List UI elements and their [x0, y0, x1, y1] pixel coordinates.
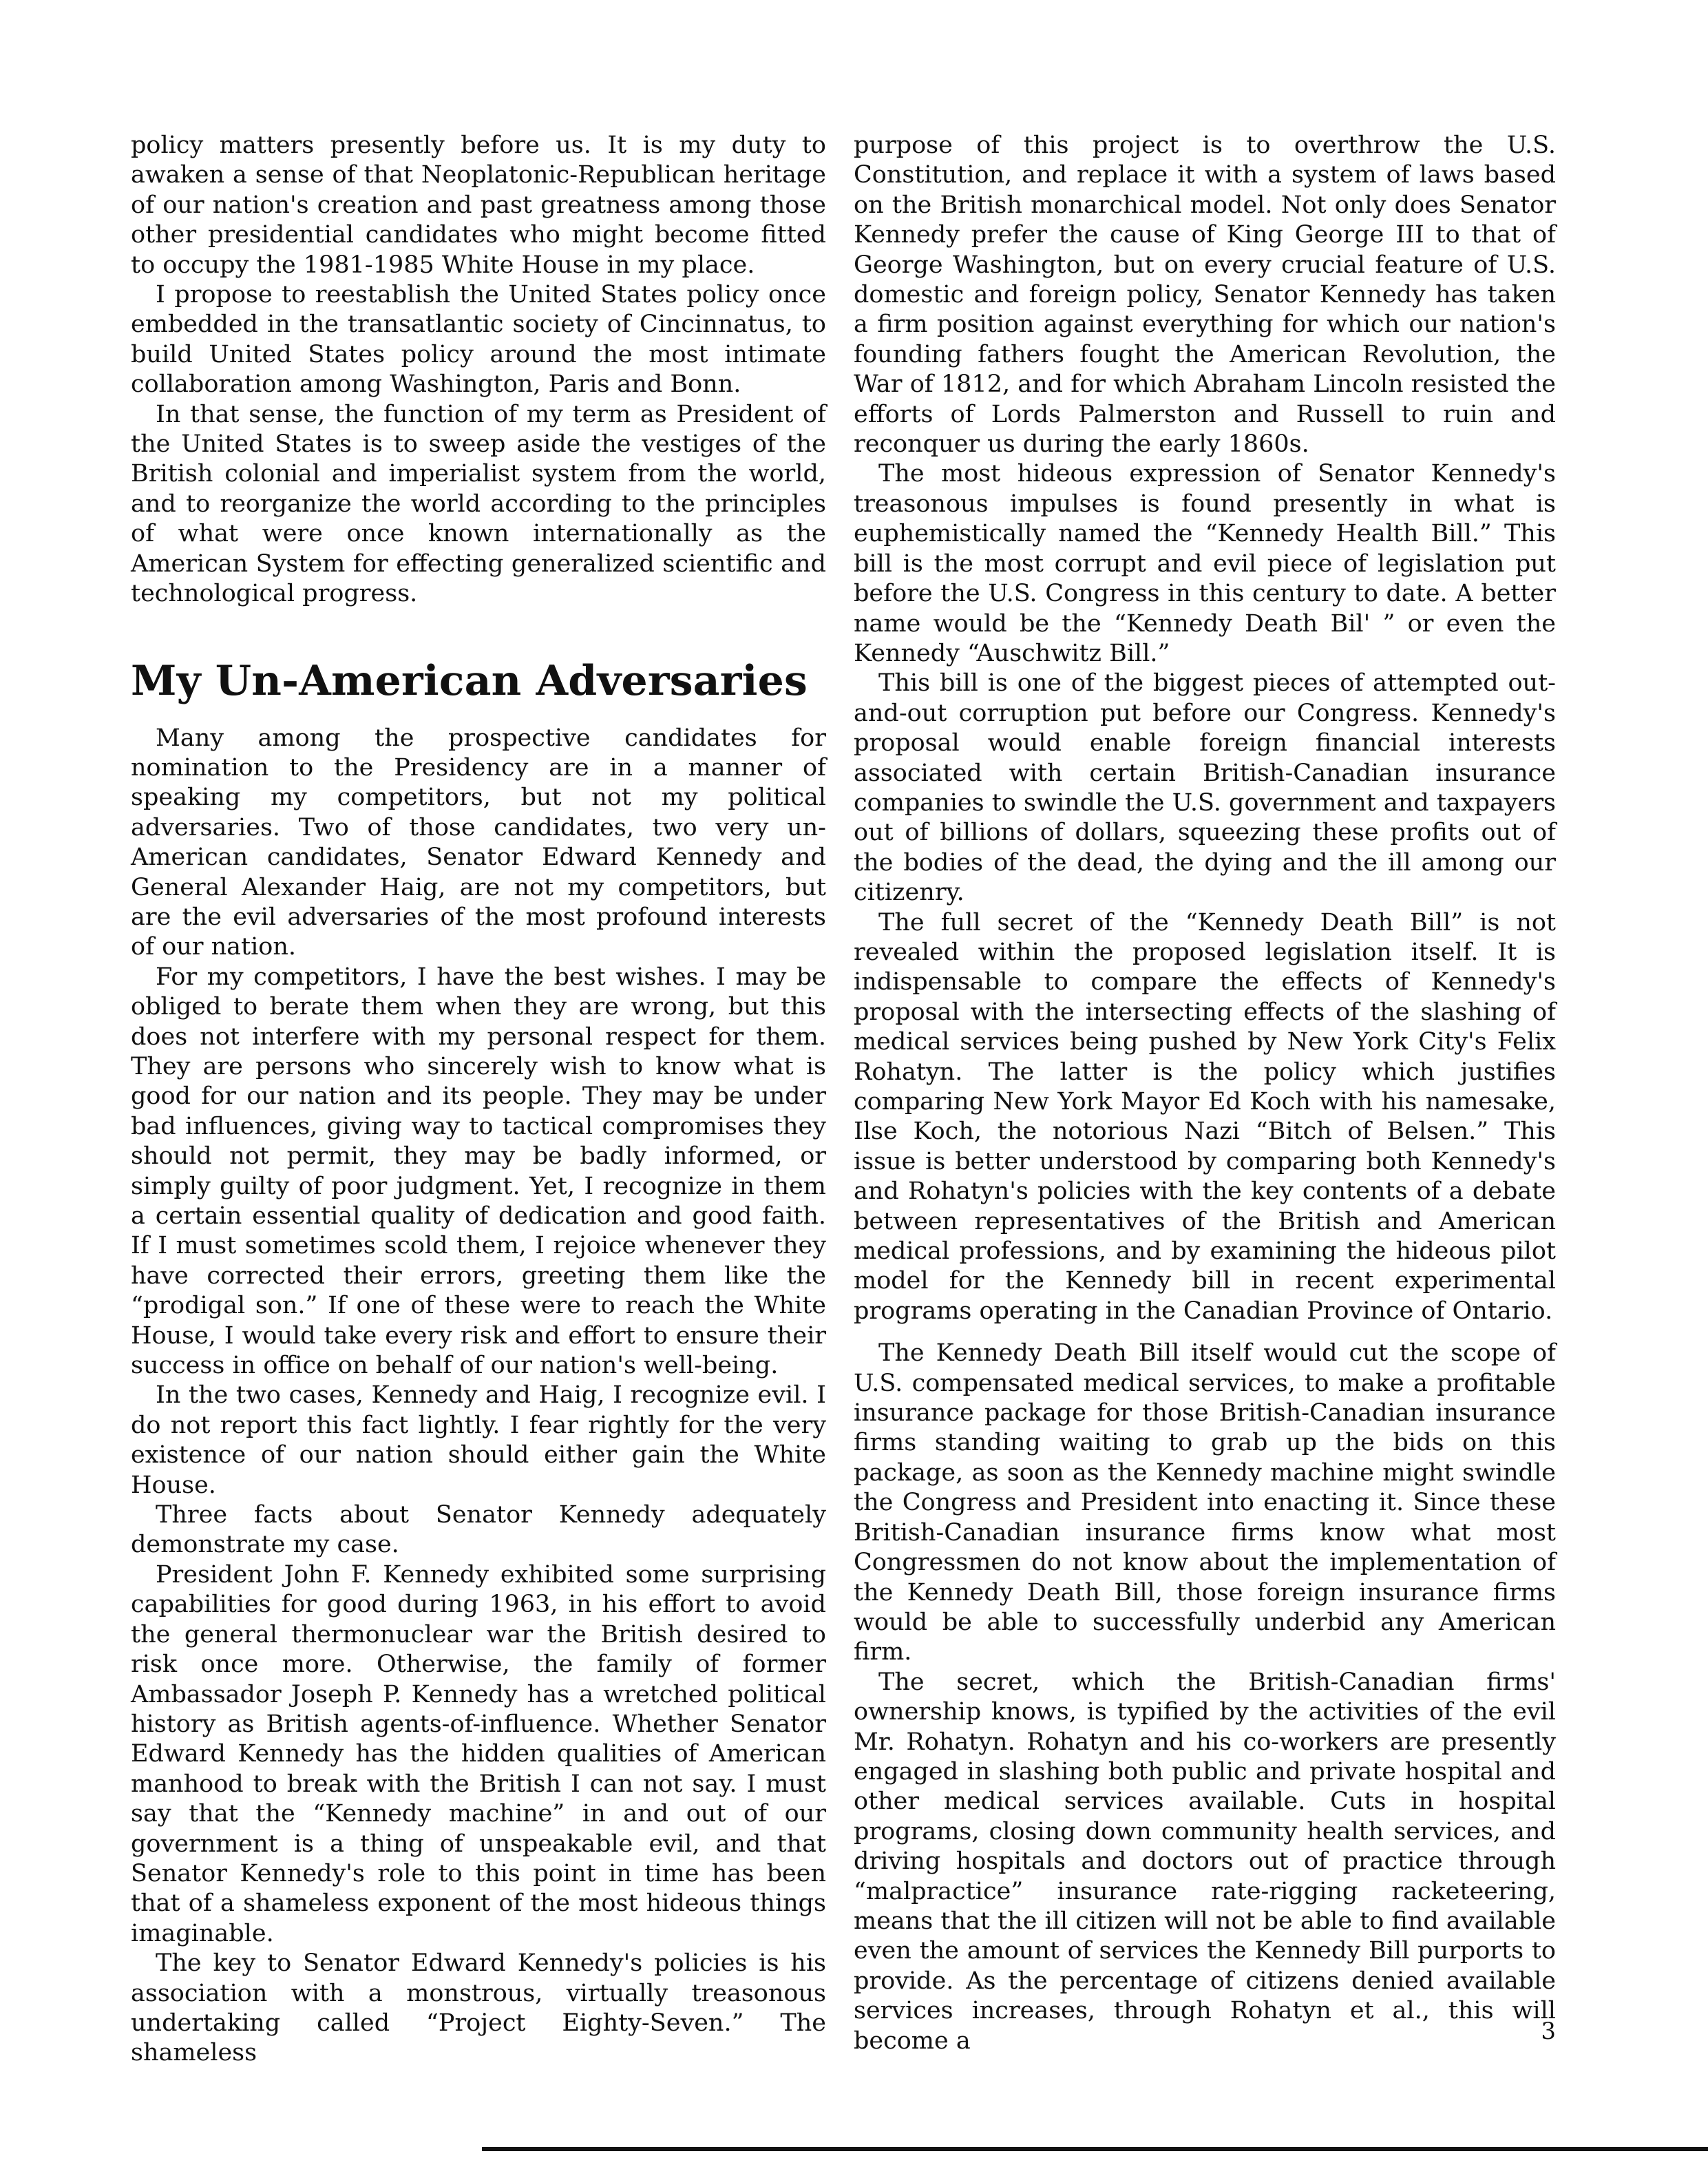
paragraph: In the two cases, Kennedy and Haig, I recognize evil. I do not report this fact lightly. I fear rightly for the very existence of our nation should either gain the White House. — [131, 1381, 826, 1499]
paragraph: This bill is one of the biggest pieces of attempted out-and-out corruption put before our Congress. Kennedy's proposal would enable foreign financial interests associated with certain British-Canadian insurance companies to swindle the U.S. government and taxpayers out of billions of dollars, squeezing these profits out of the bodies of the dead, the dying and the ill among our citizenry. — [854, 669, 1556, 907]
paragraph: Many among the prospective candidates for nomination to the Presidency are in a manner of speaking my competitors, but not my political adversaries. Two of those candidates, two very un-American candidates, Senator Edward Kennedy and General Alexander Haig, are not my competitors, but are the evil adversaries of the most profound interests of our nation. — [131, 724, 826, 961]
paragraph: purpose of this project is to overthrow the U.S. Constitution, and replace it with a system of laws based on the British monarchical model. Not only does Senator Kennedy prefer the cause of King George III to that of George Washington, but on every crucial feature of U.S. domestic and foreign policy, Senator Kennedy has taken a firm position against everything for which our nation's founding fathers fought the American Revolution, the War of 1812, and for which Abraham Lincoln resisted the efforts of Lords Palmerston and Russell to ruin and reconquer us during the early 1860s. — [854, 132, 1556, 459]
section-heading: My Un-American Adversaries — [131, 656, 808, 705]
paragraph: I propose to reestablish the United States policy once embedded in the transatlantic society of Cincinnatus, to build United States policy around the most intimate collaboration among Washington, Paris and Bonn. — [131, 281, 826, 399]
bottom-rule — [482, 2147, 1708, 2151]
paragraph: For my competitors, I have the best wishes. I may be obliged to berate them when they are wrong, but this does not interfere with my personal respect for them. They are persons who sincerely wish to know what is good for our nation and its people. They may be under bad influences, giving way to tactical compromises they should not permit, they may be badly informed, or simply guilty of poor judgment. Yet, I recognize in them a certain essential quality of dedication and good faith. If I must sometimes scold them, I rejoice whenever they have corrected their errors, greeting them like the “prodigal son.” If one of these were to reach the White House, I would take every risk and effort to ensure their success in office on behalf of our nation's well-being. — [131, 963, 826, 1380]
right-column — [854, 131, 1556, 2056]
page-number: 3 — [1541, 2018, 1556, 2045]
paragraph: President John F. Kennedy exhibited some surprising capabilities for good during 1963, in his effort to avoid the general thermonuclear war the British desired to risk once more. Otherwise, the family of former Ambassador Joseph P. Kennedy has a wretched political history as British agents-of-influence. Whether Senator Edward Kennedy has the hidden qualities of American manhood to break with the British I can not say. I must say that the “Kennedy machine” in and out of our government is a thing of unspeakable evil, and that Senator Kennedy's role to this point in time has been that of a shameless exponent of the most hideous things imaginable. — [131, 1560, 826, 1947]
paragraph: The most hideous expression of Senator Kennedy's treasonous impulses is found presently in what is euphemistically named the “Kennedy Health Bill.” This bill is the most corrupt and evil piece of legislation put before the U.S. Congress in this century to date. A better name would be the “Kennedy Death Bil' ” or even the Kennedy “Auschwitz Bill.” — [854, 460, 1556, 667]
paragraph: Three facts about Senator Kennedy adequately demonstrate my case. — [131, 1501, 826, 1559]
paragraph: policy matters presently before us. It is my duty to awaken a sense of that Neoplatonic-Republican heritage of our nation's creation and past greatness among those other presidential candidates who might become fitted to occupy the 1981-1985 White House in my place. — [131, 132, 826, 279]
paragraph: The full secret of the “Kennedy Death Bill” is not revealed within the proposed legislation itself. It is indispensable to compare the effects of Kennedy's proposal with the intersecting effects of the slashing of medical services being pushed by New York City's Felix Rohatyn. The latter is the policy which justifies comparing New York Mayor Ed Koch with his namesake, Ilse Koch, the notorious Nazi “Bitch of Belsen.” This issue is better understood by comparing both Kennedy's and Rohatyn's policies with the key contents of a debate between representatives of the British and American medical professions, and by examining the hideous pilot model for the Kennedy bill in recent experimental programs operating in the Canadian Province of Ontario. — [854, 908, 1556, 1325]
paragraph: The Kennedy Death Bill itself would cut the scope of U.S. compensated medical services, to make a profitable insurance package for those British-Canadian insurance firms standing waiting to grab up the bids on this package, as soon as the Kennedy machine might swindle the Congress and President into enacting it. Since these British-Canadian insurance firms know what most Congressmen do not know about the implementation of the Kennedy Death Bill, those foreign insurance firms would be able to successfully underbid any American firm. — [854, 1339, 1556, 1666]
paragraph: In that sense, the function of my term as President of the United States is to sweep aside the vestiges of the British colonial and imperialist system from the world, and to reorganize the world according to the principles of what were once known internationally as the American System for effecting generalized scientific and technological progress. — [131, 400, 826, 608]
paragraph: The key to Senator Edward Kennedy's policies is his association with a monstrous, virtually treasonous undertaking called “Project Eighty-Seven.” The shameless — [131, 1949, 826, 2067]
paragraph: The secret, which the British-Canadian firms' ownership knows, is typified by the activities of the evil Mr. Rohatyn. Rohatyn and his co-workers are presently engaged in slashing both public and private hospital and other medical services available. Cuts in hospital programs, closing down community health services, and driving hospitals and doctors out of practice through “malpractice” insurance rate-rigging racketeering, means that the ill citizen will not be able to find available even the amount of services the Kennedy Bill purports to provide. As the percentage of citizens denied available services increases, through Rohatyn et al., this will become a — [854, 1668, 1556, 2055]
left-column — [131, 131, 826, 2069]
